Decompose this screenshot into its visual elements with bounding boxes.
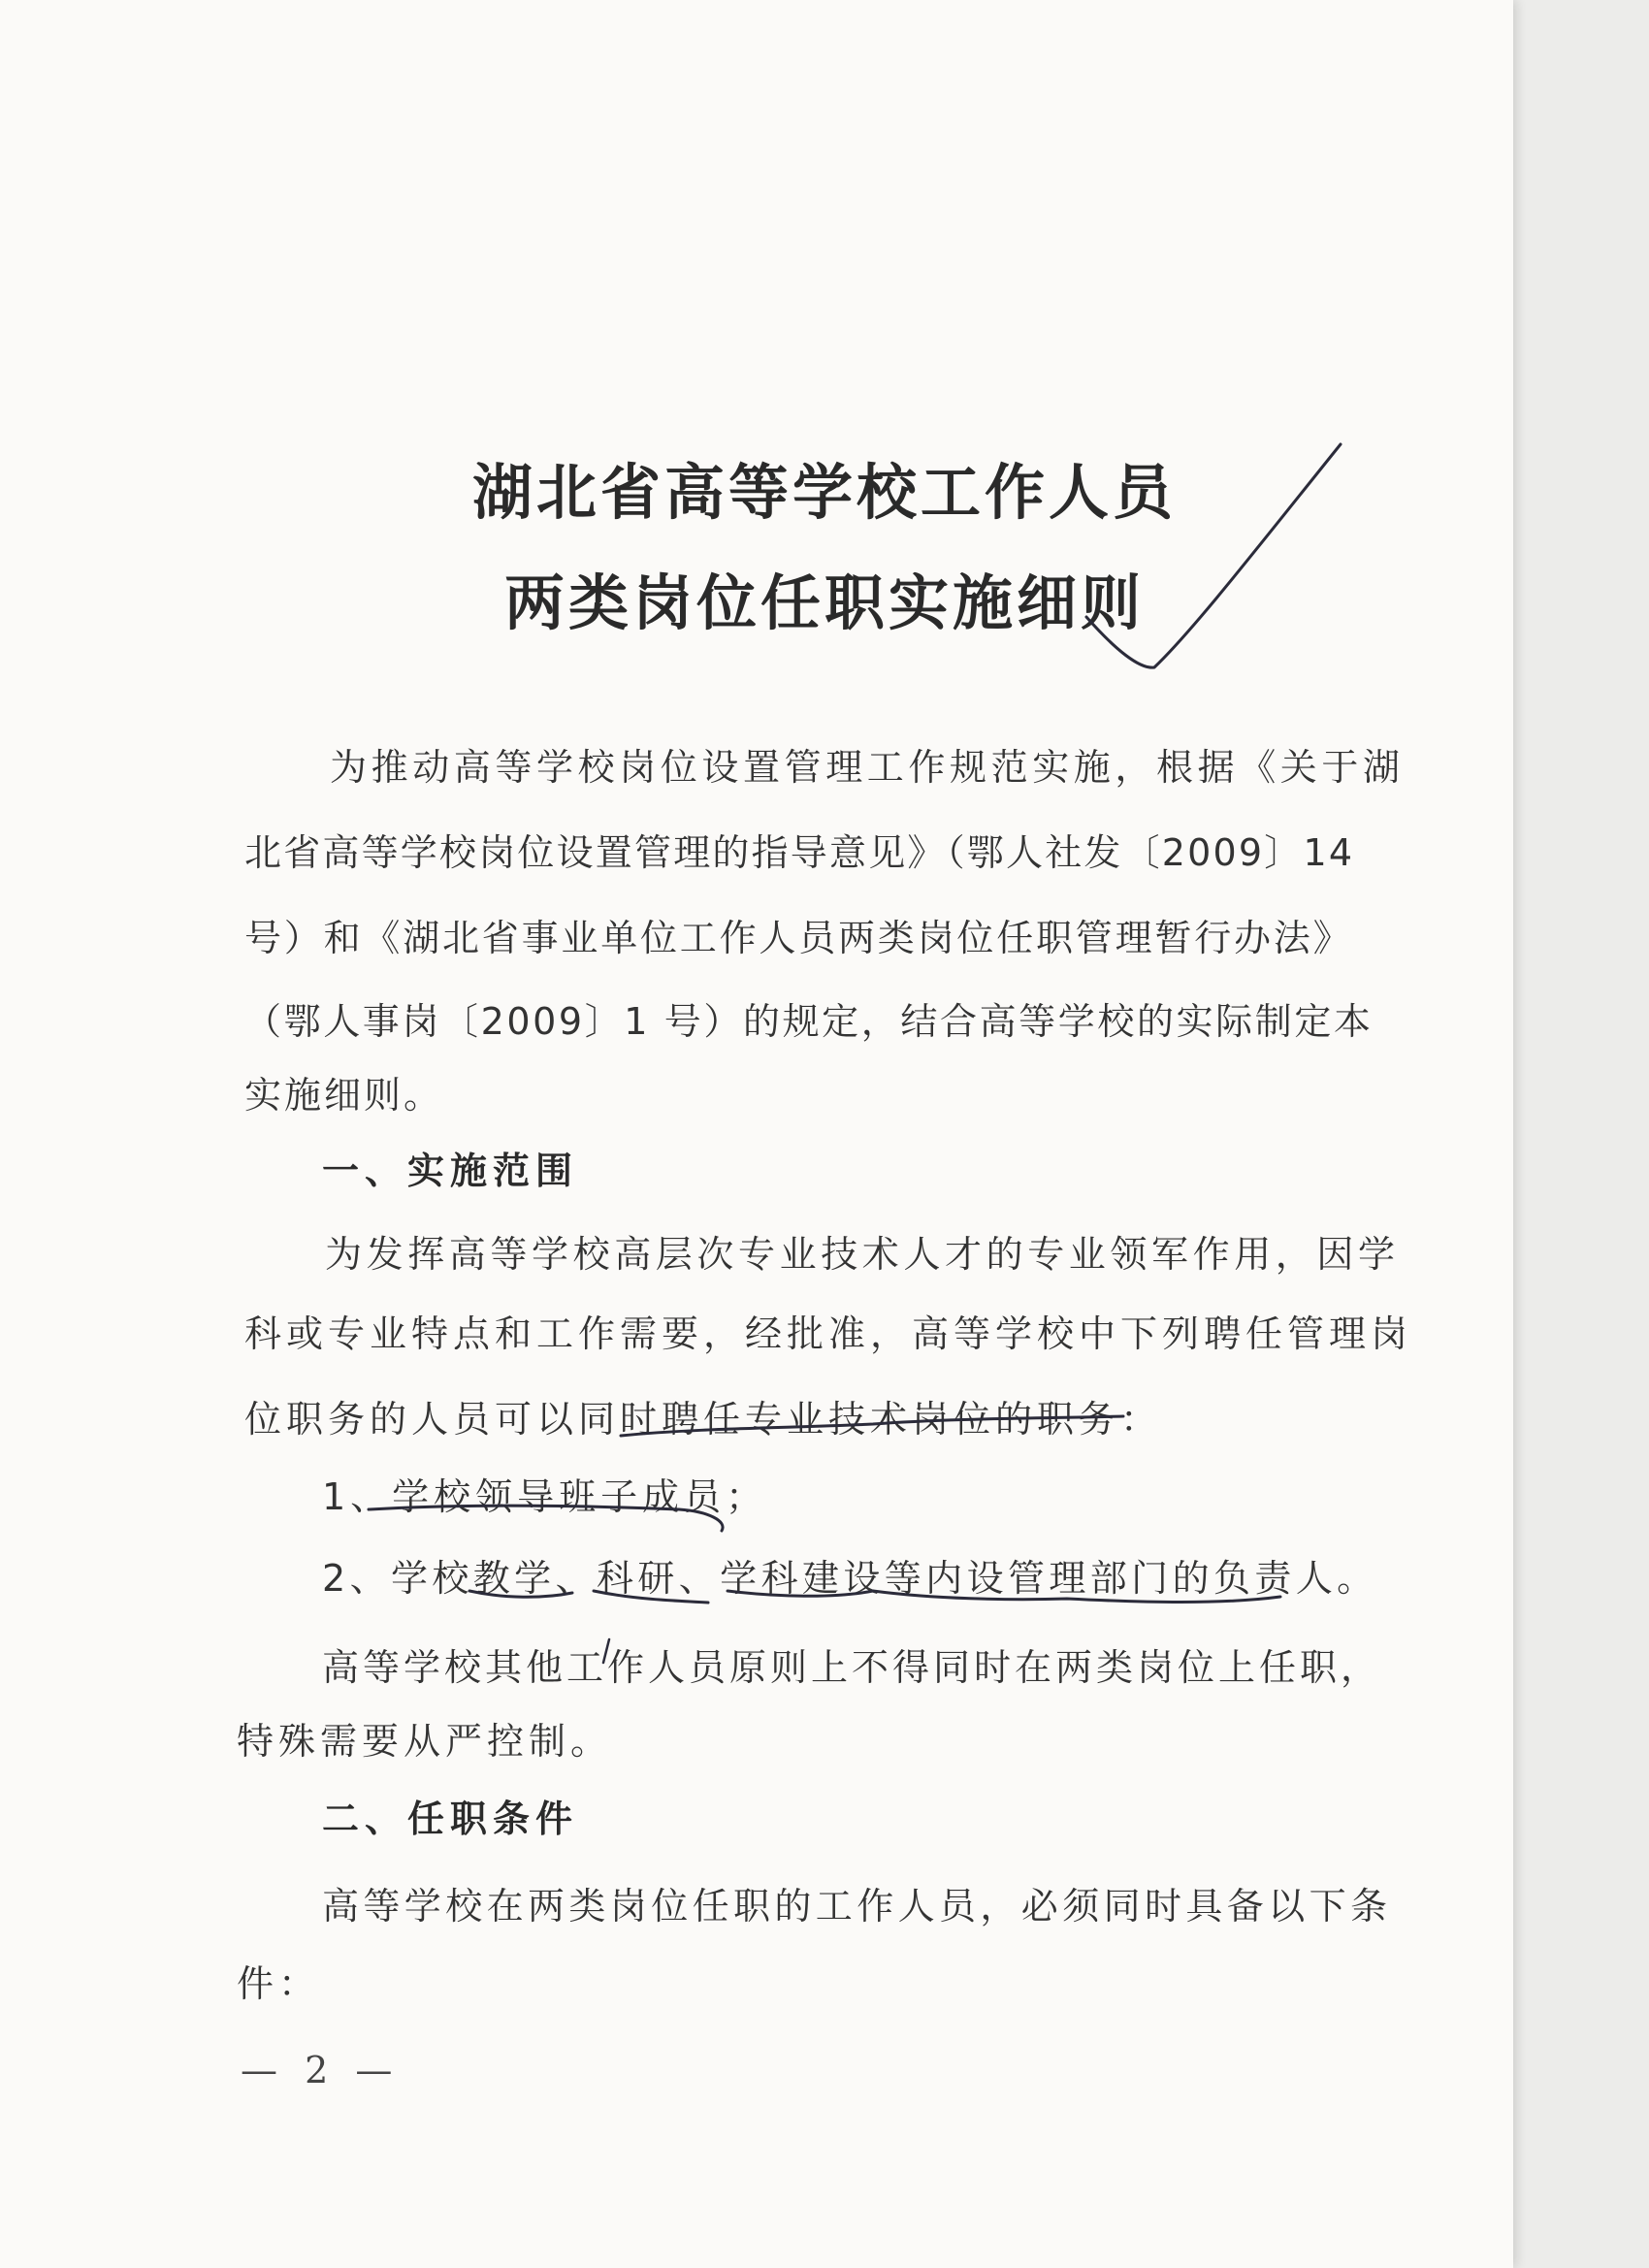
- list-item-department-heads: 2、学校教学、科研、学科建设等内设管理部门的负责人。: [322, 1557, 1378, 1600]
- section-heading-scope: 一、实施范围: [322, 1150, 579, 1192]
- intro-line-2: 北省高等学校岗位设置管理的指导意见》（鄂人社发〔2009〕14: [244, 831, 1355, 874]
- scope-line-3: 位职务的人员可以同时聘任专业技术岗位的职务：: [244, 1398, 1163, 1441]
- scope-line-1: 为发挥高等学校高层次专业技术人才的专业领军作用，因学: [325, 1233, 1400, 1276]
- scope-closing-line-1: 高等学校其他工作人员原则上不得同时在两类岗位上任职，: [322, 1646, 1382, 1689]
- scope-closing-line-2: 特殊需要从严控制。: [237, 1720, 613, 1763]
- intro-line-4: （鄂人事岗〔2009〕1 号）的规定，结合高等学校的实际制定本: [244, 1000, 1374, 1043]
- list-item-leadership: 1、学校领导班子成员；: [322, 1475, 768, 1518]
- document-title-line-2: 两类岗位任职实施细则: [503, 567, 1145, 638]
- scope-line-2: 科或专业特点和工作需要，经批准，高等学校中下列聘任管理岗: [244, 1312, 1413, 1355]
- section-heading-conditions: 二、任职条件: [322, 1798, 579, 1840]
- intro-line-1: 为推动高等学校岗位设置管理工作规范实施，根据《关于湖: [330, 746, 1405, 789]
- conditions-line-1: 高等学校在两类岗位任职的工作人员，必须同时具备以下条: [322, 1885, 1392, 1928]
- document-title-line-1: 湖北省高等学校工作人员: [471, 457, 1177, 528]
- intro-line-3: 号）和《湖北省事业单位工作人员两类岗位任职管理暂行办法》: [244, 917, 1353, 959]
- intro-line-5: 实施细则。: [244, 1074, 444, 1117]
- conditions-line-2: 件：: [237, 1962, 321, 2005]
- page-number: — 2 —: [241, 2049, 401, 2091]
